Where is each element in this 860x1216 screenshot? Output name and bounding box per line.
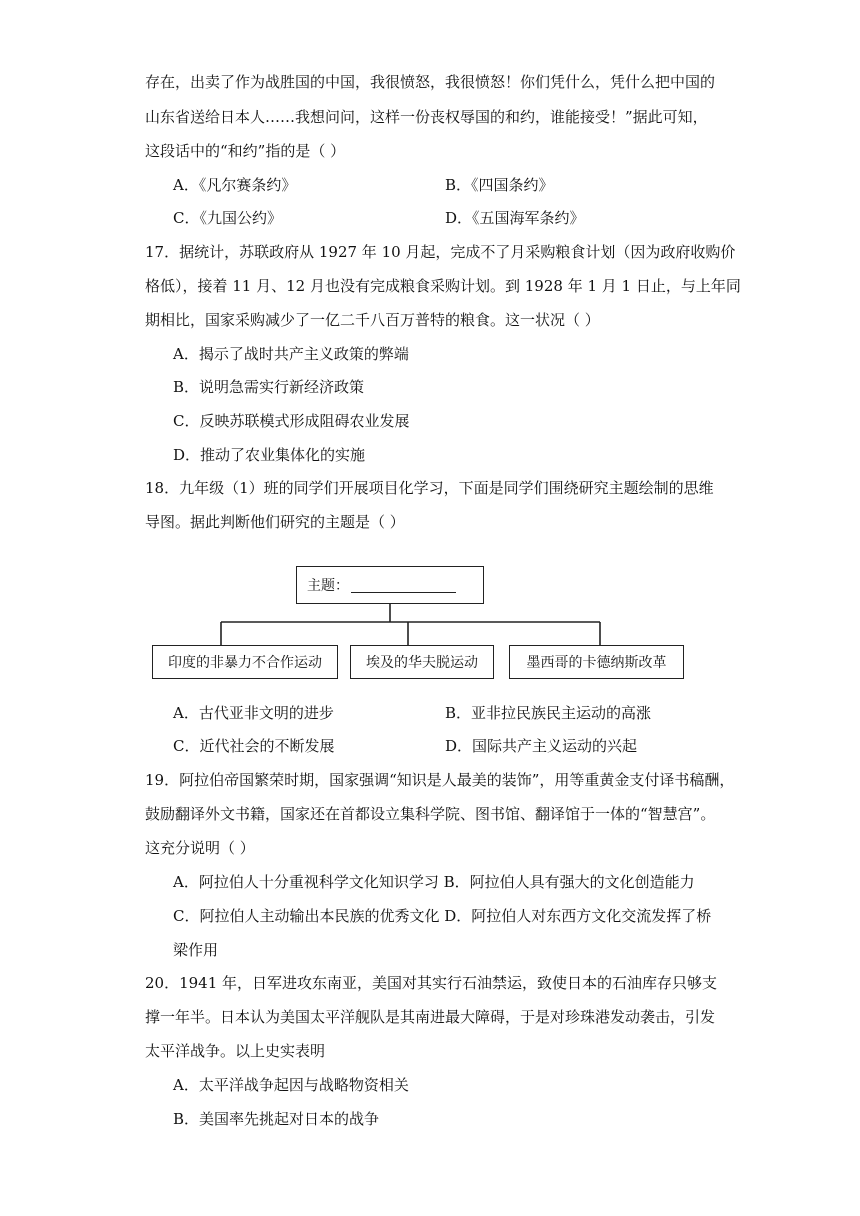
q17-option-c: C．反映苏联模式形成阻碍农业发展 [173, 412, 410, 430]
q16-line-2: 山东省送给日本人……我想问问，这样一份丧权辱国的和约，谁能接受！”据此可知， [145, 108, 708, 126]
q18-option-a: A．古代亚非文明的进步 [173, 704, 334, 722]
q18-line-1: 18．九年级（1）班的同学们开展项目化学习，下面是同学们围绕研究主题绘制的思维 [145, 479, 714, 497]
q18-option-d: D．国际共产主义运动的兴起 [445, 737, 638, 755]
diagram-child-2 [350, 645, 494, 679]
q18-option-b: B．亚非拉民族民主运动的高涨 [445, 704, 652, 722]
q19-line-2: 鼓励翻译外文书籍，国家还在首都设立集科学院、图书馆、翻译馆于一体的“智慧宫”。 [145, 805, 716, 823]
q18-option-c: C．近代社会的不断发展 [173, 737, 335, 755]
q16-line-1: 存在，出卖了作为战胜国的中国，我很愤怒，我很愤怒！你们凭什么，凭什么把中国的 [145, 73, 716, 91]
q19-line-1: 19．阿拉伯帝国繁荣时期，国家强调“知识是人最美的装饰”，用等重黄金支付译书稿酬， [145, 771, 735, 789]
q17-option-b: B．说明急需实行新经济政策 [173, 378, 365, 396]
q20-option-b: B．美国率先挑起对日本的战争 [173, 1110, 380, 1128]
q20-line-2: 撑一年半。日本认为美国太平洋舰队是其南进最大障碍，于是对珍珠港发动袭击，引发 [145, 1008, 716, 1026]
diagram-child-1 [152, 645, 338, 679]
diagram-topic-box [296, 566, 484, 604]
q19-option-d-cont: 梁作用 [173, 941, 219, 959]
q16-line-3: 这段话中的“和约”指的是（ ） [145, 142, 346, 160]
q19-option-ab: A．阿拉伯人十分重视科学文化知识学习 B．阿拉伯人具有强大的文化创造能力 [173, 873, 695, 891]
diagram-child-3 [509, 645, 684, 679]
diagram-child-1-label: 印度的非暴力不合作运动 [168, 655, 322, 671]
q19-line-3: 这充分说明（ ） [145, 839, 255, 857]
q16-option-b: B．《四国条约》 [445, 176, 554, 194]
q16-option-a: A．《凡尔赛条约》 [173, 176, 297, 194]
diagram-child-2-label: 埃及的华夫脱运动 [366, 655, 478, 671]
q19-option-cd: C．阿拉伯人主动输出本民族的优秀文化 D．阿拉伯人对东西方文化交流发挥了桥 [173, 907, 712, 925]
q17-option-a: A．揭示了战时共产主义政策的弊端 [173, 345, 409, 363]
q17-line-1: 17．据统计，苏联政府从 1927 年 10 月起，完成不了月采购粮食计划（因为政府收购价 [145, 243, 736, 261]
q20-line-3: 太平洋战争。以上史实表明 [145, 1042, 326, 1060]
q20-option-a: A．太平洋战争起因与战略物资相关 [173, 1076, 409, 1094]
q16-option-d: D．《五国海军条约》 [445, 209, 585, 227]
q17-line-3: 期相比，国家采购减少了一亿二千八百万普特的粮食。这一状况（ ） [145, 311, 600, 329]
q17-line-2: 格低），接着 11 月、12 月也没有完成粮食采购计划。到 1928 年 1 月 1 日止，与上年同 [145, 277, 741, 295]
q18-line-2: 导图。据此判断他们研究的主题是（ ） [145, 513, 405, 531]
diagram-child-3-label: 墨西哥的卡德纳斯改革 [526, 655, 667, 671]
q20-line-1: 20．1941 年，日军进攻东南亚，美国对其实行石油禁运，致使日本的石油库存只够支 [145, 974, 718, 992]
q17-option-d: D．推动了农业集体化的实施 [173, 446, 366, 464]
diagram-topic-blank [351, 578, 456, 593]
diagram-topic-label: 主题： [307, 578, 349, 594]
q16-option-c: C．《九国公约》 [173, 209, 282, 227]
